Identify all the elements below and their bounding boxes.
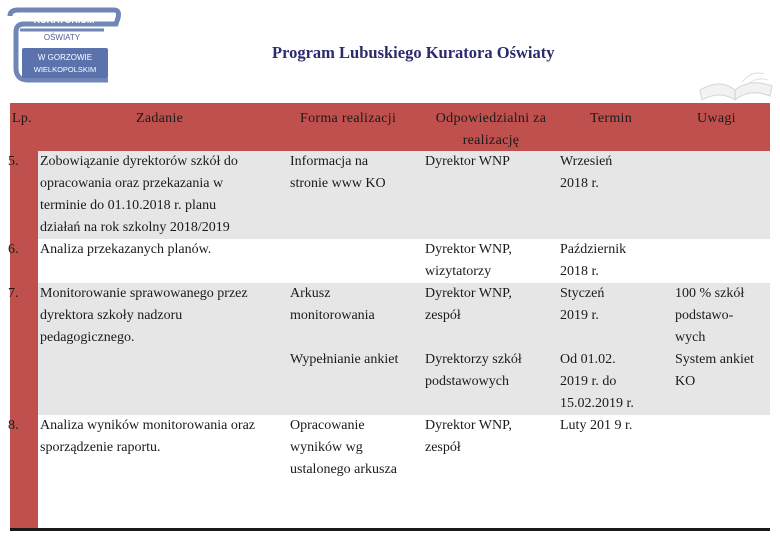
row6-lp: 6. [8,242,19,257]
row5-forma-l2: stronie www KO [290,176,386,191]
row7b-odp-l1: Dyrektorzy szkół [425,352,522,367]
row8-lp: 8. [8,418,19,433]
table-bottom-rule [10,528,770,531]
row5-zadanie-l3: terminie do 01.10.2018 r. planu [40,198,217,213]
header-termin: Termin [590,111,633,126]
row7b-odp [425,349,522,393]
row7-termin-l1: Styczeń [560,286,605,301]
header-odpowiedzialni [424,108,558,152]
row8-odp [425,415,512,459]
header-forma: Forma realizacji [300,111,397,126]
row7-zadanie-l2: dyrektora szkoły nadzoru [40,308,183,323]
row6-odp-l1: Dyrektor WNP, [425,242,512,257]
row8-forma-l3: ustalonego arkusza [290,462,397,477]
row5-zadanie [40,151,238,239]
row5-termin [560,151,612,195]
row5-zadanie-l4: działań na rok szkolny 2018/2019 [40,220,230,235]
row7-forma-l2: monitorowania [290,308,375,323]
row7-odp-l2: zespół [425,308,461,323]
row7-lp: 7. [8,286,19,301]
row7-zadanie-l3: pedagogicznego. [40,330,135,345]
logo-line1: KURATORIUM [33,15,95,25]
row7-forma-l1: Arkusz [290,286,331,301]
header-odp-line1: Odpowiedzialni za [435,111,547,126]
row5-odp [425,151,510,173]
row7-uwagi-l5: KO [675,374,696,389]
row6-odp-l2: wizytatorzy [425,264,492,279]
header-uwagi: Uwagi [697,111,736,126]
row7b-termin-l1: Od 01.02. [560,352,616,367]
row7-uwagi-l2: podstawo- [675,308,734,323]
row7-odp [425,283,512,327]
kuratorium-logo [4,6,122,86]
row8-termin [560,415,632,437]
row8-odp-l1: Dyrektor WNP, [425,418,512,433]
row7-odp-l1: Dyrektor WNP, [425,286,512,301]
row5-forma-l1: Informacja na [290,154,369,169]
row7b-termin-l3: 15.02.2019 r. [560,396,634,411]
row5-termin-l1: Wrzesień [560,154,613,169]
header-odp-line2: realizację [462,133,520,148]
row5-lp: 5. [8,154,19,169]
row7-uwagi-l1: 100 % szkół [675,286,745,301]
row5-zadanie-l1: Zobowiązanie dyrektorów szkół do [40,154,238,169]
logo-line2: OŚWIATY [43,33,81,42]
row6-termin [560,239,626,283]
row7b-forma-l1: Wypełnianie ankiet [290,352,399,367]
row6-termin-l2: 2018 r. [560,264,599,279]
row7-zadanie [40,283,248,349]
header-zadanie: Zadanie [136,111,184,126]
row7-uwagi [675,283,754,393]
row7-uwagi-l4: System ankiet [675,352,754,367]
row8-zadanie-l2: sporządzenie raportu. [40,440,161,455]
row5-zadanie-l2: opracowania oraz przekazania w [40,176,224,191]
row7-forma [290,283,375,327]
row8-odp-l2: zespół [425,440,461,455]
row7b-forma [290,349,398,371]
page-title: Program Lubuskiego Kuratora Oświaty [272,43,555,62]
row8-termin-l1: Luty 201 9 r. [560,418,633,433]
row8-forma-l1: Opracowanie [290,418,365,433]
row8-forma-l2: wyników wg [290,440,363,455]
row7b-termin [560,349,634,415]
row6-termin-l1: Październik [560,242,627,257]
row5-odp-l1: Dyrektor WNP [425,154,510,169]
row7-termin-l2: 2019 r. [560,308,599,323]
row6-zadanie [40,239,211,261]
header-lp: Lp. [12,111,32,126]
row7b-odp-l2: podstawowych [425,374,509,389]
row5-termin-l2: 2018 r. [560,176,599,191]
row8-zadanie [40,415,255,459]
row7-zadanie-l1: Monitorowanie sprawowanego przez [40,286,248,301]
row6-zadanie-l1: Analiza przekazanych planów. [40,242,212,257]
row5-forma [290,151,386,195]
row7-termin [560,283,604,327]
row7-uwagi-l3: wych [675,330,706,345]
logo-line4: WIELKOPOLSKIM [33,65,97,74]
row7b-termin-l2: 2019 r. do [560,374,617,389]
row8-zadanie-l1: Analiza wyników monitorowania oraz [40,418,255,433]
logo-line3: W GORZOWIE [37,53,93,62]
row6-odp [425,239,512,283]
row8-forma [290,415,397,481]
